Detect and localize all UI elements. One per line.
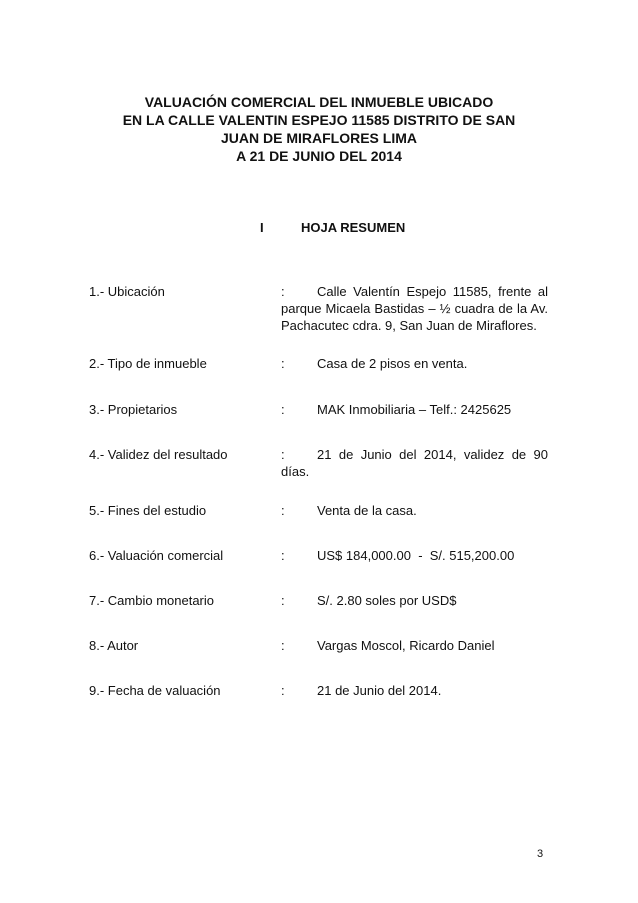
- row-value-text: S/. 2.80 soles por USD$: [317, 593, 457, 608]
- title-line-2: EN LA CALLE VALENTIN ESPEJO 11585 DISTRITO DE SAN: [122, 112, 516, 128]
- row-value-text: 21 de Junio del 2014, validez de 90 días.: [281, 447, 548, 479]
- row-colon: :: [281, 356, 285, 371]
- row-value-text: Calle Valentín Espejo 11585, frente al parque Micaela Bastidas – ½ cuadra de la Av. Pachacutec cdra. 9, San Juan de Miraflores.: [281, 284, 548, 333]
- row-value-text: MAK Inmobiliaria – Telf.: 2425625: [317, 402, 512, 417]
- row-value: [281, 682, 548, 699]
- title-line-4: A 21 DE JUNIO DEL 2014: [236, 148, 402, 164]
- section-number: I: [260, 220, 264, 235]
- row-colon: :: [281, 683, 285, 698]
- row-value: [281, 502, 548, 519]
- row-label: 8.- Autor: [89, 638, 139, 653]
- row-colon: :: [281, 503, 285, 518]
- row-value: [281, 355, 548, 372]
- row-value-text: US$ 184,000.00 - S/. 515,200.00: [317, 548, 515, 563]
- row-colon: :: [281, 447, 285, 462]
- row-label: 7.- Cambio monetario: [89, 593, 214, 608]
- section-heading: [0, 220, 638, 238]
- row-label: 2.- Tipo de inmueble: [89, 356, 207, 371]
- page-number: 3: [537, 848, 544, 860]
- row-value: [281, 401, 548, 418]
- row-value-text: Vargas Moscol, Ricardo Daniel: [317, 638, 495, 653]
- row-value: [281, 547, 548, 564]
- row-value: [281, 637, 548, 654]
- row-colon: :: [281, 284, 285, 299]
- row-label: 9.- Fecha de valuación: [89, 683, 221, 698]
- row-colon: :: [281, 548, 285, 563]
- row-value: [281, 446, 548, 480]
- row-value: [281, 592, 548, 609]
- row-value-text: 21 de Junio del 2014.: [317, 683, 442, 698]
- row-label: 5.- Fines del estudio: [89, 503, 207, 518]
- row-label: 4.- Validez del resultado: [89, 447, 228, 462]
- row-colon: :: [281, 402, 285, 417]
- row-label: 1.- Ubicación: [89, 284, 165, 299]
- section-label: HOJA RESUMEN: [301, 220, 406, 235]
- title-line-3: JUAN DE MIRAFLORES LIMA: [221, 130, 417, 146]
- row-value: [281, 283, 548, 334]
- row-label: 3.- Propietarios: [89, 402, 178, 417]
- row-colon: :: [281, 593, 285, 608]
- title-line-1: VALUACIÓN COMERCIAL DEL INMUEBLE UBICADO: [144, 94, 494, 110]
- row-colon: :: [281, 638, 285, 653]
- row-label: 6.- Valuación comercial: [89, 548, 224, 563]
- row-value-text: Venta de la casa.: [317, 503, 417, 518]
- row-value-text: Casa de 2 pisos en venta.: [317, 356, 468, 371]
- document-title: [80, 93, 558, 165]
